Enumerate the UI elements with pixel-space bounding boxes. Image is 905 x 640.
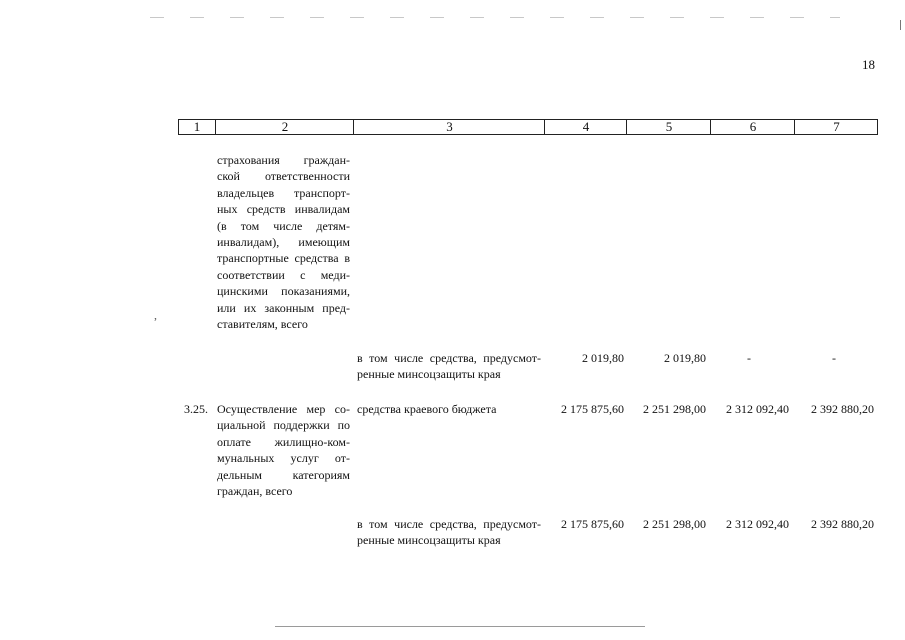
header-col-1: 1 bbox=[193, 119, 201, 134]
row-value-col6: 2 312 092,40 bbox=[726, 402, 789, 416]
row-value-col4: 2 175 875,60 bbox=[561, 517, 624, 531]
row-number: 3.25. bbox=[184, 402, 208, 416]
row-description: страхования граждан-ской ответственности владельцев транспорт-ных средств инвалидам (в том числе детям-инвалидам), имеющим транспортные средства в соответствии с меди-цинскими показаниями, или их законным пред-ставителям, всего bbox=[217, 153, 350, 332]
row-source: в том числе средства, предусмот-ренные минсоцзащиты края bbox=[357, 351, 541, 382]
row-value-col6: - bbox=[747, 351, 751, 365]
row-value-col7: 2 392 880,20 bbox=[811, 517, 874, 531]
scan-artifact-top bbox=[150, 17, 840, 18]
row-value-col7: 2 392 880,20 bbox=[811, 402, 874, 416]
row-value-col4: 2 175 875,60 bbox=[561, 402, 624, 416]
row-value-col7: - bbox=[832, 351, 836, 365]
row-value-col5: 2 251 298,00 bbox=[643, 402, 706, 416]
table-header-row bbox=[178, 119, 878, 135]
row-value-col5: 2 251 298,00 bbox=[643, 517, 706, 531]
header-col-2: 2 bbox=[215, 120, 354, 134]
row-source: средства краевого бюджета bbox=[357, 402, 497, 416]
page-number: 18 bbox=[862, 57, 875, 72]
row-source: в том числе средства, предусмот-ренные минсоцзащиты края bbox=[357, 517, 541, 548]
row-description: Осуществление мер со-циальной поддержки по оплате жилищно-ком-мунальных услуг от-дельным категориям граждан, всего bbox=[217, 402, 350, 499]
edge-mark bbox=[900, 20, 901, 30]
header-col-3: 3 bbox=[353, 120, 545, 134]
row-value-col4: 2 019,80 bbox=[582, 351, 624, 365]
header-col-6: 6 bbox=[710, 120, 795, 134]
header-col-7: 7 bbox=[794, 120, 878, 134]
scan-artifact-bottom bbox=[275, 626, 645, 627]
row-value-col5: 2 019,80 bbox=[664, 351, 706, 365]
row-value-col6: 2 312 092,40 bbox=[726, 517, 789, 531]
header-col-5: 5 bbox=[626, 120, 711, 134]
header-col-4: 4 bbox=[544, 120, 627, 134]
stray-mark: , bbox=[154, 308, 157, 322]
